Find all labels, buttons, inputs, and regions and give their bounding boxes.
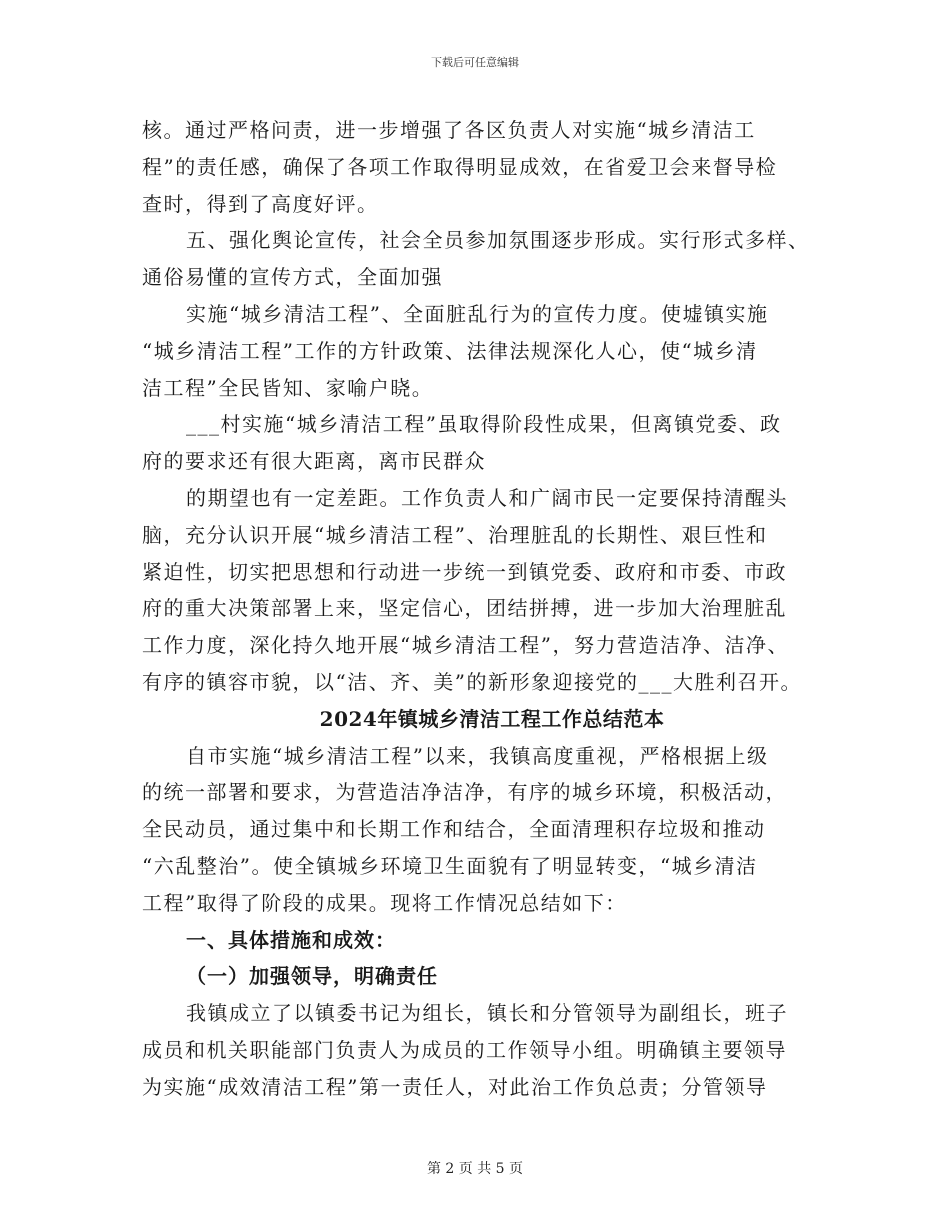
body-line: 核。通过严格问责，进一步增强了各区负责人对实施“城乡清洁工 — [142, 118, 756, 142]
body-line: 五、强化舆论宣传，社会全员参加氛围逐步形成。实行形式多样、 — [186, 228, 810, 253]
body-line: “六乱整治”。使全镇城乡环境卫生面貌有了明显转变，“城乡清洁 — [142, 853, 758, 878]
body-line: ___村实施“城乡清洁工程”虽取得阶段性成果，但离镇党委、政 — [186, 412, 782, 437]
body-line: 府的重大决策部署上来，坚定信心，团结拼搏，进一步加大治理脏乱 — [142, 596, 787, 621]
body-line: 自市实施“城乡清洁工程”以来，我镇高度重视，严格根据上级 — [186, 743, 769, 768]
document-body — [142, 112, 822, 1106]
subheading: 一、具体措施和成效： — [186, 927, 396, 952]
body-line: 的期望也有一定差距。工作负责人和广阔市民一定要保持清醒头 — [186, 485, 788, 510]
body-line: 的统一部署和要求，为营造洁净洁净，有序的城乡环境，积极活动， — [142, 780, 787, 805]
header-note: 下载后可任意编辑 — [431, 56, 519, 69]
body-line: 洁工程”全民皆知、家喻户晓。 — [142, 375, 434, 400]
body-line: 脑，充分认识开展“城乡清洁工程”、治理脏乱的长期性、艰巨性和 — [142, 522, 768, 547]
section-title: 2024年镇城乡清洁工程工作总结范本 — [319, 706, 665, 731]
page-number: 第 2 页 共 5 页 — [426, 1161, 524, 1177]
body-line: 为实施“成效清洁工程”第一责任人，对此治工作负总责；分管领导 — [142, 1074, 768, 1099]
subheading: （一）加强领导，明确责任 — [186, 964, 438, 989]
body-line: 通俗易懂的宣传方式，全面加强 — [142, 265, 443, 290]
body-line: 工程”取得了阶段的成果。现将工作情况总结如下： — [142, 890, 627, 915]
body-line: 我镇成立了以镇委书记为组长，镇长和分管领导为副组长，班子 — [186, 1001, 788, 1026]
body-line: 实施“城乡清洁工程”、全面脏乱行为的宣传力度。使墟镇实施 — [186, 301, 769, 326]
body-line: 府的要求还有很大距离，离市民群众 — [142, 449, 486, 474]
body-line: 紧迫性，切实把思想和行动进一步统一到镇党委、政府和市委、市政 — [142, 559, 787, 584]
body-line: 查时，得到了高度好评。 — [142, 191, 379, 216]
body-line: 程”的责任感，确保了各项工作取得明显成效，在省爱卫会来督导检 — [142, 154, 778, 179]
body-line: 成员和机关职能部门负责人为成员的工作领导小组。明确镇主要领导 — [142, 1037, 787, 1062]
body-line: 全民动员，通过集中和长期工作和结合，全面清理积存垃圾和推动 — [142, 817, 766, 842]
body-line: “城乡清洁工程”工作的方针政策、法律法规深化人心，使“城乡清 — [142, 338, 758, 363]
body-line: 有序的镇容市貌，以“洁、齐、美”的新形象迎接党的___大胜利召开。 — [142, 669, 802, 694]
body-line: 工作力度，深化持久地开展“城乡清洁工程”，努力营造洁净、洁净、 — [142, 633, 789, 658]
